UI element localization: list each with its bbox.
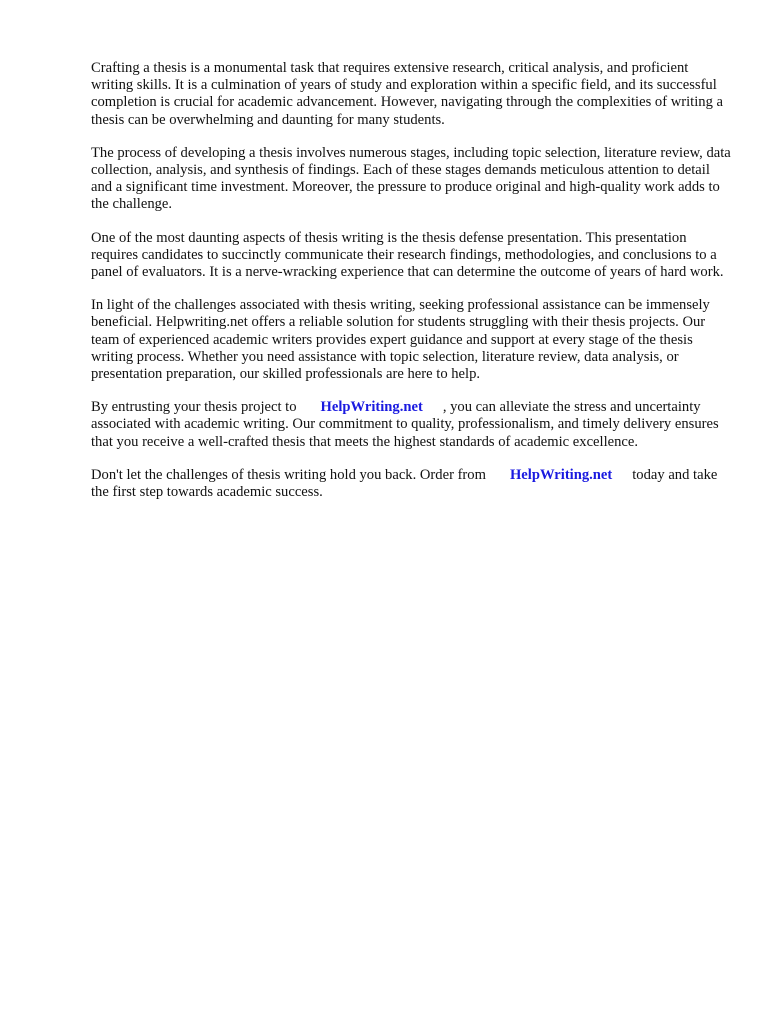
entrusting-text-after: , you can alleviate the stress and uncertainty associated with academic writing. Our commitment to quality, professionalism, and timely delivery ensures that you receive a well-crafted thesis that meets the highest standards of academic excellence.: [91, 399, 719, 450]
paragraph-entrusting: [91, 399, 731, 451]
paragraph-order: [91, 467, 731, 501]
entrusting-text-before: By entrusting your thesis project to: [91, 399, 297, 416]
order-text-after: today and take the first step towards academic success.: [91, 466, 718, 501]
paragraph-intro: Crafting a thesis is a monumental task that requires extensive research, critical analysis, and proficient writing skills. It is a culmination of years of study and exploration within a specific field, and its successful completion is crucial for academic advancement. However, navigating through the complexities of writing a thesis can be overwhelming and daunting for many students.: [91, 60, 723, 128]
document-body: [91, 60, 731, 517]
order-text-before: Don't let the challenges of thesis writing hold you back. Order from: [91, 466, 486, 483]
paragraph-assistance: In light of the challenges associated with thesis writing, seeking professional assistance can be immensely beneficial. Helpwriting.net offers a reliable solution for students struggling with their thesis projects. Our team of experienced academic writers provides expert guidance and support at every stage of the thesis writing process. Whether you need assistance with topic selection, literature review, data analysis, or presentation preparation, our skilled professionals are here to help.: [91, 297, 710, 383]
paragraph-process: The process of developing a thesis involves numerous stages, including topic selection, literature review, data collection, analysis, and synthesis of findings. Each of these stages demands meticulous attention to detail and a significant time investment. Moreover, the pressure to produce original and high-quality work adds to the challenge.: [91, 144, 731, 213]
paragraph-defense: One of the most daunting aspects of thesis writing is the thesis defense presentation. This presentation requires candidates to succinctly communicate their research findings, methodologies, and conclusions to a panel of evaluators. It is a nerve-wracking experience that can determine the outcome of years of hard work.: [91, 229, 724, 281]
helpwriting-link[interactable]: HelpWriting.net: [320, 399, 423, 416]
helpwriting-order-link[interactable]: HelpWriting.net: [509, 466, 613, 483]
